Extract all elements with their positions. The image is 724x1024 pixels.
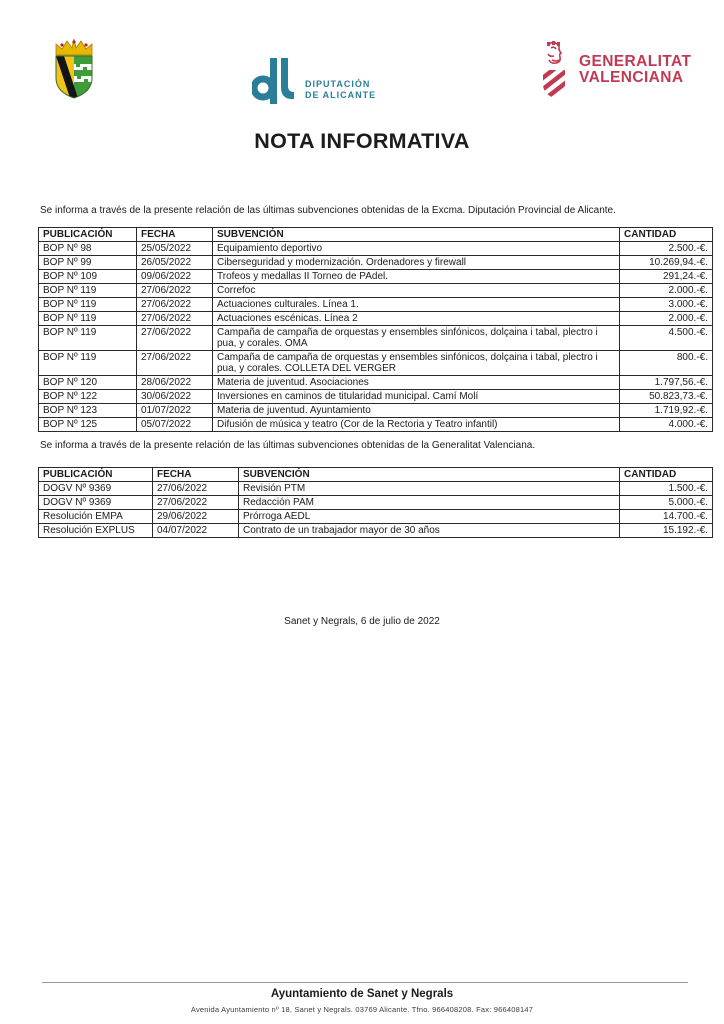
table-cell: BOP Nº 125	[39, 418, 137, 432]
column-header: FECHA	[137, 228, 213, 242]
table-row	[39, 496, 713, 510]
table-cell: 27/06/2022	[137, 326, 213, 351]
table-row	[39, 284, 713, 298]
footer-organization-name: Ayuntamiento de Sanet y Negrals	[270, 988, 454, 1000]
table-cell: Campaña de campaña de orquestas y ensembles sinfónicos, dolçaina i tabal, plectro i pua, y corales. COLLETA DEL VERGER	[213, 351, 620, 376]
table-cell: Equipamiento deportivo	[213, 242, 620, 256]
table-cell: 27/06/2022	[137, 284, 213, 298]
table-cell: 27/06/2022	[153, 482, 239, 496]
table-row	[39, 524, 713, 538]
table-cell: BOP Nº 122	[39, 390, 137, 404]
diputacion-line1: DIPUTACIÓN	[305, 79, 371, 89]
table-cell: Materia de juventud. Ayuntamiento	[213, 404, 620, 418]
place-and-date-line: Sanet y Negrals, 6 de julio de 2022	[284, 616, 440, 627]
table-row	[39, 510, 713, 524]
table-cell: 2.500.-€.	[620, 242, 713, 256]
table-cell: 291,24.-€.	[620, 270, 713, 284]
table-cell: Prórroga AEDL	[239, 510, 620, 524]
table-cell: Contrato de un trabajador mayor de 30 años	[239, 524, 620, 538]
table-cell: 27/06/2022	[137, 298, 213, 312]
generalitat-valenciana-logo	[539, 40, 691, 100]
generalitat-line1: GENERALITAT	[579, 52, 692, 70]
column-header: SUBVENCIÓN	[213, 228, 620, 242]
table-header	[39, 468, 713, 482]
footer-divider	[42, 982, 688, 983]
table-cell: 15.192.-€.	[620, 524, 713, 538]
table-cell: BOP Nº 119	[39, 298, 137, 312]
column-header: FECHA	[153, 468, 239, 482]
table-cell: BOP Nº 123	[39, 404, 137, 418]
table-cell: Campaña de campaña de orquestas y ensembles sinfónicos, dolçaina i tabal, plectro i pua, y corales. OMA	[213, 326, 620, 351]
generalitat-emblem-icon	[539, 40, 571, 100]
table-cell: 29/06/2022	[153, 510, 239, 524]
table-cell: Redacción PAM	[239, 496, 620, 510]
column-header: CANTIDAD	[620, 228, 713, 242]
table-cell: Ciberseguridad y modernización. Ordenadores y firewall	[213, 256, 620, 270]
table-row	[39, 418, 713, 432]
diputacion-alicante-logo	[252, 54, 376, 104]
table-cell: 10.269,94.-€.	[620, 256, 713, 270]
subvenciones-diputacion-table	[38, 227, 713, 432]
table-cell: 09/06/2022	[137, 270, 213, 284]
column-header: PUBLICACIÓN	[39, 228, 137, 242]
table-cell: 01/07/2022	[137, 404, 213, 418]
table-row	[39, 482, 713, 496]
table-cell: Correfoc	[213, 284, 620, 298]
diputacion-mark-icon	[252, 54, 294, 104]
table-cell: BOP Nº 109	[39, 270, 137, 284]
table-cell: BOP Nº 119	[39, 351, 137, 376]
table-cell: 28/06/2022	[137, 376, 213, 390]
table-cell: BOP Nº 119	[39, 326, 137, 351]
table-row	[39, 390, 713, 404]
table-cell: 1.797,56.-€.	[620, 376, 713, 390]
table-cell: 4.000.-€.	[620, 418, 713, 432]
table-cell: BOP Nº 98	[39, 242, 137, 256]
table-row	[39, 404, 713, 418]
table-cell: 800.-€.	[620, 351, 713, 376]
page-title: NOTA INFORMATIVA	[254, 129, 470, 153]
table-cell: Difusión de música y teatro (Cor de la Rectoria y Teatro infantil)	[213, 418, 620, 432]
table-cell: 50.823,73.-€.	[620, 390, 713, 404]
table-row	[39, 326, 713, 351]
table-cell: BOP Nº 120	[39, 376, 137, 390]
table-cell: 14.700.-€.	[620, 510, 713, 524]
diputacion-logo-text	[305, 79, 376, 101]
table-cell: 27/06/2022	[153, 496, 239, 510]
generalitat-line2: VALENCIANA	[579, 69, 684, 86]
table-row	[39, 256, 713, 270]
coat-of-arms-icon	[47, 36, 101, 100]
table-row	[39, 376, 713, 390]
table-row	[39, 242, 713, 256]
footer-address: Avenida Ayuntamiento nº 18, Sanet y Negrals. 03769 Alicante. Tfno. 966408208. Fax: 966408147	[190, 1005, 534, 1014]
table-cell: Trofeos y medallas II Torneo de PAdel.	[213, 270, 620, 284]
table-cell: DOGV Nº 9369	[39, 482, 153, 496]
table-header	[39, 228, 713, 242]
table-cell: BOP Nº 99	[39, 256, 137, 270]
table-cell: Resolución EXPLUS	[39, 524, 153, 538]
intro-generalitat-text: Se informa a través de la presente relación de las últimas subvenciones obtenidas de la Generalitat Valenciana.	[40, 440, 536, 451]
table-cell: DOGV Nº 9369	[39, 496, 153, 510]
column-header: CANTIDAD	[620, 468, 713, 482]
table-row	[39, 312, 713, 326]
column-header: SUBVENCIÓN	[239, 468, 620, 482]
table-cell: 04/07/2022	[153, 524, 239, 538]
diputacion-line2: DE ALICANTE	[305, 90, 377, 100]
table-cell: 26/05/2022	[137, 256, 213, 270]
column-header: PUBLICACIÓN	[39, 468, 153, 482]
table-cell: Resolución EMPA	[39, 510, 153, 524]
table-row	[39, 351, 713, 376]
subvenciones-generalitat-table	[38, 467, 713, 538]
table-cell: 2.000.-€.	[620, 284, 713, 298]
table-cell: BOP Nº 119	[39, 312, 137, 326]
generalitat-logo-text	[579, 54, 691, 87]
table-cell: Actuaciones escénicas. Línea 2	[213, 312, 620, 326]
table-cell: 1.500.-€.	[620, 482, 713, 496]
table-cell: 1.719,92.-€.	[620, 404, 713, 418]
table-cell: Materia de juventud. Asociaciones	[213, 376, 620, 390]
table-cell: 2.000.-€.	[620, 312, 713, 326]
intro-diputacion-text: Se informa a través de la presente relación de las últimas subvenciones obtenidas de la Excma. Diputación Provincial de Alicante.	[40, 205, 616, 216]
table-cell: 27/06/2022	[137, 351, 213, 376]
table-cell: 05/07/2022	[137, 418, 213, 432]
table-row	[39, 298, 713, 312]
table-cell: 5.000.-€.	[620, 496, 713, 510]
table-cell: 25/05/2022	[137, 242, 213, 256]
table-cell: Revisión PTM	[239, 482, 620, 496]
town-coat-of-arms-logo	[47, 36, 101, 100]
table-cell: 30/06/2022	[137, 390, 213, 404]
table-cell: BOP Nº 119	[39, 284, 137, 298]
table-cell: 3.000.-€.	[620, 298, 713, 312]
table-row	[39, 270, 713, 284]
table-cell: Inversiones en caminos de titularidad municipal. Camí Molí	[213, 390, 620, 404]
table-cell: 4.500.-€.	[620, 326, 713, 351]
table-cell: 27/06/2022	[137, 312, 213, 326]
table-cell: Actuaciones culturales. Línea 1.	[213, 298, 620, 312]
